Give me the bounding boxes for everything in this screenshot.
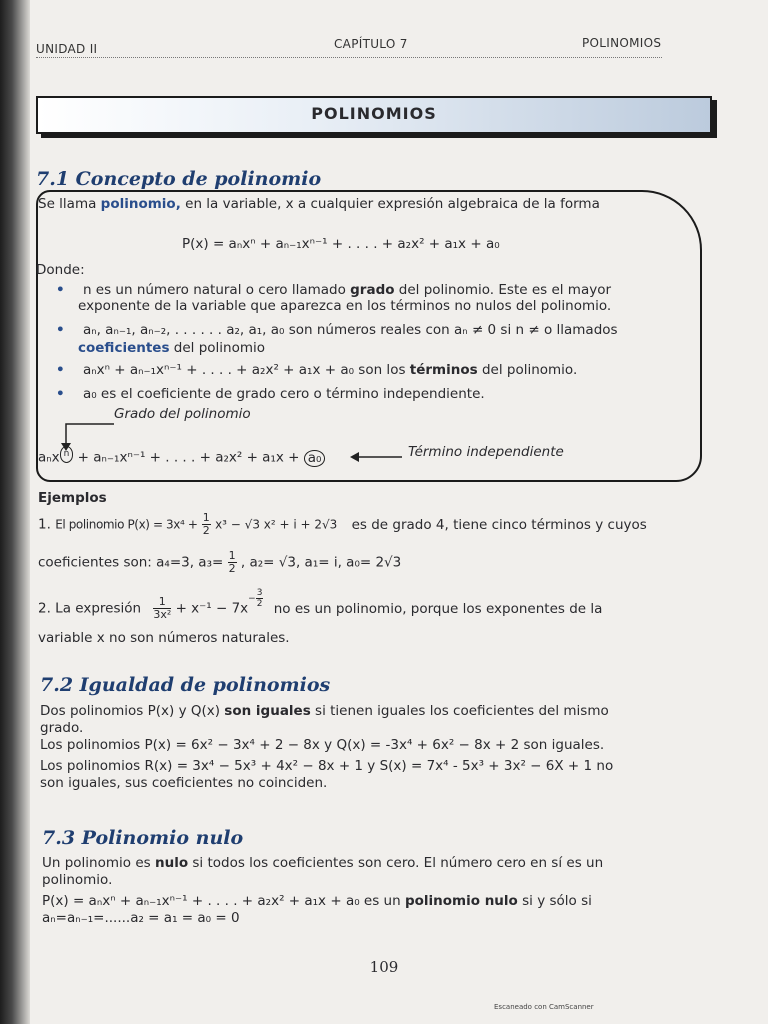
bullet-grado-text-rest: del polinomio. Este es el mayor <box>394 282 612 298</box>
bullet-terminos-rest: del polinomio. <box>477 362 578 378</box>
bullet-terminos <box>56 362 577 378</box>
label-grado-del-polinomio: Grado del polinomio <box>114 406 251 422</box>
termino-arrow <box>348 450 404 464</box>
example-1-line2 <box>38 550 401 575</box>
section-7-1-title: 7.1 Concepto de polinomio <box>36 168 322 190</box>
diagram-formula <box>38 446 325 467</box>
example-2-description: no es un polinomio, porque los exponentes de la <box>273 600 603 617</box>
chapter-banner <box>36 96 712 134</box>
s72-line3: Los polinomios P(x) = 6x² − 3x⁴ + 2 − 8x y Q(x) = -3x⁴ + 6x² − 8x + 2 son iguales. <box>40 737 605 753</box>
s72-line2: grado. <box>40 720 84 736</box>
definition-intro <box>38 196 600 212</box>
section-7-3-title: 7.3 Polinomio nulo <box>42 827 244 849</box>
bullet-grado-text: n es un número natural o cero llamado <box>82 282 351 298</box>
fraction-one-half: $\frac{1}{2}$ <box>202 511 210 537</box>
bullet-coeficientes-rest: del polinomio <box>169 340 265 356</box>
header-chapter: CAPÍTULO 7 <box>334 37 408 51</box>
s73-line2: polinomio. <box>42 872 113 888</box>
term-nulo: nulo <box>154 855 189 871</box>
bullet-grado <box>56 282 611 298</box>
bullet-dot: • <box>56 362 65 378</box>
term-terminos: términos <box>409 362 478 378</box>
bullet-grado-line2: exponente de la variable que aparezca en los términos no nulos del polinomio. <box>78 298 612 314</box>
s72-line4: Los polinomios R(x) = 3x⁴ − 5x³ + 4x² − 8x + 1 y S(x) = 7x⁴ - 5x³ + 3x² − 6X + 1 no <box>40 758 614 774</box>
diagram-formula-rest: + aₙ₋₁xⁿ⁻¹ + . . . . + a₂x² + a₁x + <box>73 449 300 466</box>
term-son-iguales: son iguales <box>224 703 311 719</box>
bullet-coeficientes-line2 <box>78 340 265 356</box>
header-unit: UNIDAD II <box>36 42 98 56</box>
page-number: 109 <box>369 958 399 976</box>
chapter-title: POLINOMIOS <box>311 104 437 123</box>
circled-exponent: n <box>60 446 74 463</box>
section-7-2-title: 7.2 Igualdad de polinomios <box>40 674 331 696</box>
bullet-coeficientes-text: aₙ, aₙ₋₁, aₙ₋₂, . . . . . . a₂, a₁, a₀ son números reales con aₙ ≠ 0 si n ≠ o llamados <box>82 322 618 338</box>
scanner-watermark: Escaneado con CamScanner <box>494 1003 594 1011</box>
circled-independent-term: a₀ <box>304 450 326 467</box>
exponent-neg-three-halves: − $\frac{3}{2}$ <box>248 588 263 609</box>
example-1-line1 <box>38 512 647 537</box>
bullet-dot: • <box>56 386 65 402</box>
example-2-expression: + x⁻¹ − 7x <box>175 600 249 617</box>
fraction-one-half-b: $\frac{1}{2}$ <box>228 549 236 575</box>
term-grado: grado <box>350 282 395 298</box>
donde-label: Donde: <box>36 262 85 278</box>
ejemplos-title: Ejemplos <box>38 490 107 506</box>
example-1-coefs-rest: , a₂= √3, a₁= i, a₀= 2√3 <box>240 554 402 571</box>
example-1-coefs: coeficientes son: a₄=3, a₃= <box>38 554 224 571</box>
term-polinomio: polinomio, <box>100 196 181 212</box>
s72-line5: son iguales, sus coeficientes no coinciden. <box>40 775 328 791</box>
example-1-number: 1. <box>38 516 51 533</box>
header-rule <box>36 57 662 58</box>
s73-line1: Un polinomio es nulo si todos los coeficientes son cero. El número cero en sí es un <box>42 855 604 871</box>
example-2-line2: variable x no son números naturales. <box>38 630 290 646</box>
intro-text-rest: en la variable, x a cualquier expresión algebraica de la forma <box>180 196 600 212</box>
diagram-lead-term: aₙx <box>38 449 60 466</box>
header-topic: POLINOMIOS <box>582 36 662 50</box>
example-2-line1 <box>38 588 603 621</box>
bullet-terminos-text: aₙxⁿ + aₙ₋₁xⁿ⁻¹ + . . . . + a₂x² + a₁x + a₀ son los <box>82 362 410 378</box>
bullet-coeficientes <box>56 322 618 338</box>
term-coeficientes: coeficientes <box>78 340 170 356</box>
bullet-dot: • <box>56 322 65 338</box>
s73-line4: aₙ=aₙ₋₁=......a₂ = a₁ = a₀ = 0 <box>42 910 240 926</box>
page-binding-edge <box>0 0 30 1024</box>
intro-text: Se llama <box>38 196 101 212</box>
example-1-description: es de grado 4, tiene cinco términos y cuyos <box>351 516 647 533</box>
general-formula: P(x) = aₙxⁿ + aₙ₋₁xⁿ⁻¹ + . . . . + a₂x² + a₁x + a₀ <box>182 236 500 252</box>
example-1-poly-end: x³ − √3 x² + i + 2√3 <box>215 517 338 532</box>
example-1-poly-start: El polinomio P(x) = 3x⁴ + <box>55 517 198 532</box>
term-polinomio-nulo: polinomio nulo <box>404 893 518 909</box>
fraction-one-over-3x2: $\frac{1}{\text{3x²}}$ <box>153 595 172 621</box>
s73-line3: P(x) = aₙxⁿ + aₙ₋₁xⁿ⁻¹ + . . . . + a₂x² + a₁x + a₀ es un polinomio nulo si y sólo si <box>42 893 592 909</box>
s72-line1: Dos polinomios P(x) y Q(x) son iguales si tienen iguales los coeficientes del mismo <box>40 703 609 719</box>
example-2-intro: 2. La expresión <box>38 600 142 617</box>
bullet-independiente <box>56 386 485 402</box>
label-termino-independiente: Término independiente <box>408 444 564 460</box>
bullet-independiente-text: a₀ es el coeficiente de grado cero o término independiente. <box>82 386 485 402</box>
bullet-dot: • <box>56 282 65 298</box>
